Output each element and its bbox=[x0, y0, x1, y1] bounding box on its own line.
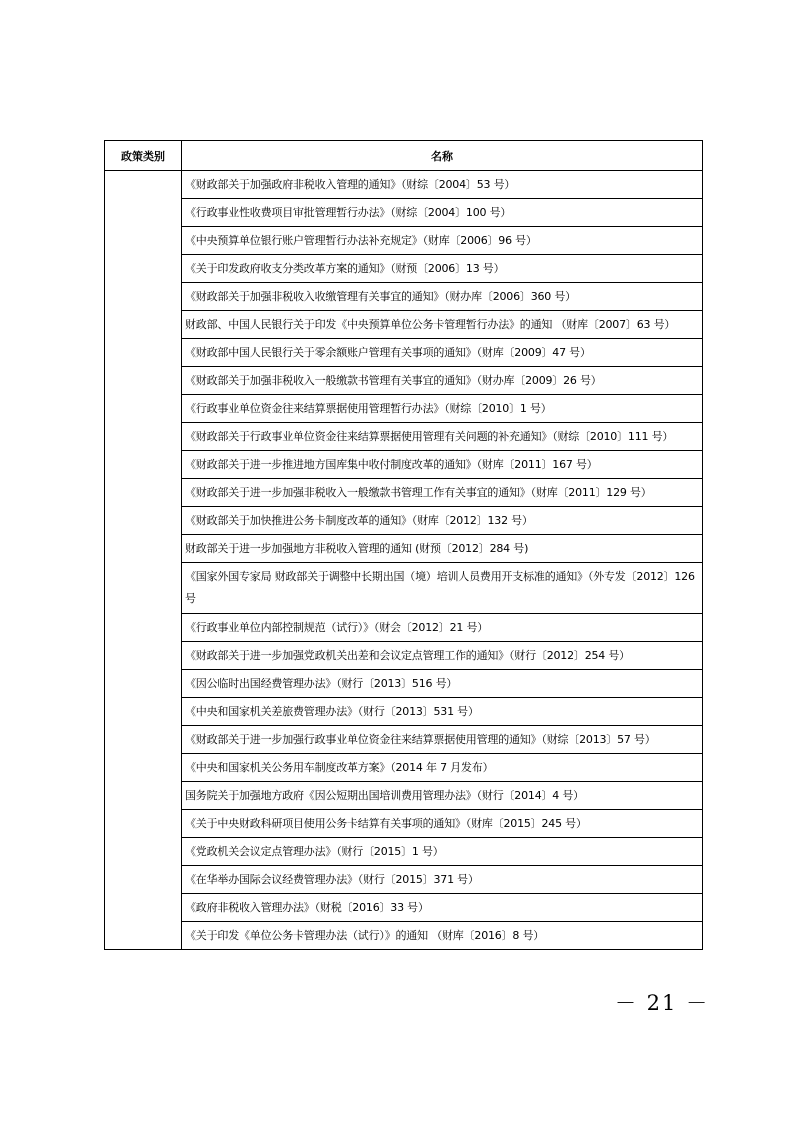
policy-name-cell: 《关于印发政府收支分类改革方案的通知》（财预〔2006〕13 号） bbox=[182, 255, 703, 283]
table-row bbox=[105, 698, 703, 726]
table-row bbox=[105, 479, 703, 507]
policy-name-cell: 《在华举办国际会议经费管理办法》（财行〔2015〕371 号） bbox=[182, 866, 703, 894]
table-row bbox=[105, 894, 703, 922]
table-row bbox=[105, 670, 703, 698]
table-row bbox=[105, 563, 703, 614]
policy-name-cell: 《中央和国家机关差旅费管理办法》（财行〔2013〕531 号） bbox=[182, 698, 703, 726]
table-row bbox=[105, 838, 703, 866]
table-row bbox=[105, 395, 703, 423]
table-row bbox=[105, 451, 703, 479]
policy-name-cell: 《行政事业单位内部控制规范（试行）》（财会〔2012〕21 号） bbox=[182, 614, 703, 642]
policy-name-cell: 《财政部关于加强非税收入一般缴款书管理有关事宜的通知》（财办库〔2009〕26 号） bbox=[182, 367, 703, 395]
policy-name-cell: 《财政部关于进一步加强非税收入一般缴款书管理工作有关事宜的通知》（财库〔2011〕129 号） bbox=[182, 479, 703, 507]
table-row bbox=[105, 754, 703, 782]
policy-name-cell: 《财政部中国人民银行关于零余额账户管理有关事项的通知》（财库〔2009〕47 号） bbox=[182, 339, 703, 367]
policy-name-cell: 国务院关于加强地方政府《因公短期出国培训费用管理办法》（财行〔2014〕4 号） bbox=[182, 782, 703, 810]
header-category: 政策类别 bbox=[105, 141, 182, 171]
policy-name-cell: 《因公临时出国经费管理办法》（财行〔2013〕516 号） bbox=[182, 670, 703, 698]
policy-name-cell: 《财政部关于进一步加强行政事业单位资金往来结算票据使用管理的通知》（财综〔2013〕57 号） bbox=[182, 726, 703, 754]
policy-name-cell: 《财政部关于行政事业单位资金往来结算票据使用管理有关问题的补充通知》（财综〔2010〕111 号） bbox=[182, 423, 703, 451]
policy-name-cell: 《关于印发《单位公务卡管理办法（试行）》的通知 （财库〔2016〕8 号） bbox=[182, 922, 703, 950]
table-row bbox=[105, 255, 703, 283]
table-row bbox=[105, 367, 703, 395]
table-row bbox=[105, 535, 703, 563]
table-row bbox=[105, 866, 703, 894]
table-row bbox=[105, 642, 703, 670]
policy-name-cell: 《中央和国家机关公务用车制度改革方案》（2014 年 7 月发布） bbox=[182, 754, 703, 782]
table-row bbox=[105, 922, 703, 950]
table-row bbox=[105, 283, 703, 311]
header-name: 名称 bbox=[182, 141, 703, 171]
policy-name-cell: 《国家外国专家局 财政部关于调整中长期出国（境）培训人员费用开支标准的通知》（外专发〔2012〕126 号 bbox=[182, 563, 703, 614]
table-row bbox=[105, 423, 703, 451]
table-row bbox=[105, 782, 703, 810]
category-cell bbox=[105, 171, 182, 950]
table-row bbox=[105, 311, 703, 339]
table-row bbox=[105, 810, 703, 838]
policy-name-cell: 《财政部关于加快推进公务卡制度改革的通知》（财库〔2012〕132 号） bbox=[182, 507, 703, 535]
policy-name-cell: 《行政事业单位资金往来结算票据使用管理暂行办法》（财综〔2010〕1 号） bbox=[182, 395, 703, 423]
policy-name-cell: 《中央预算单位银行账户管理暂行办法补充规定》（财库〔2006〕96 号） bbox=[182, 227, 703, 255]
table-row bbox=[105, 227, 703, 255]
table-row bbox=[105, 171, 703, 199]
table-header-row bbox=[105, 141, 703, 171]
page-number: － 21 － bbox=[615, 991, 710, 1015]
table-row bbox=[105, 339, 703, 367]
policy-name-cell: 《财政部关于加强非税收入收缴管理有关事宜的通知》（财办库〔2006〕360 号） bbox=[182, 283, 703, 311]
policy-name-cell: 《财政部关于进一步加强党政机关出差和会议定点管理工作的通知》（财行〔2012〕254 号） bbox=[182, 642, 703, 670]
table-body bbox=[105, 171, 703, 950]
policy-name-cell: 《行政事业性收费项目审批管理暂行办法》（财综〔2004〕100 号） bbox=[182, 199, 703, 227]
policy-name-cell: 《政府非税收入管理办法》（财税〔2016〕33 号） bbox=[182, 894, 703, 922]
policy-table bbox=[104, 140, 703, 950]
table-row bbox=[105, 507, 703, 535]
policy-name-cell: 财政部、中国人民银行关于印发《中央预算单位公务卡管理暂行办法》的通知 （财库〔2007〕63 号） bbox=[182, 311, 703, 339]
table-row bbox=[105, 614, 703, 642]
policy-name-cell: 《财政部关于加强政府非税收入管理的通知》（财综〔2004〕53 号） bbox=[182, 171, 703, 199]
table-row bbox=[105, 199, 703, 227]
policy-name-cell: 《党政机关会议定点管理办法》（财行〔2015〕1 号） bbox=[182, 838, 703, 866]
policy-name-cell: 《财政部关于进一步推进地方国库集中收付制度改革的通知》（财库〔2011〕167 号） bbox=[182, 451, 703, 479]
policy-name-cell: 《关于中央财政科研项目使用公务卡结算有关事项的通知》（财库〔2015〕245 号） bbox=[182, 810, 703, 838]
policy-name-cell: 财政部关于进一步加强地方非税收入管理的通知 (财预〔2012〕284 号) bbox=[182, 535, 703, 563]
table-row bbox=[105, 726, 703, 754]
